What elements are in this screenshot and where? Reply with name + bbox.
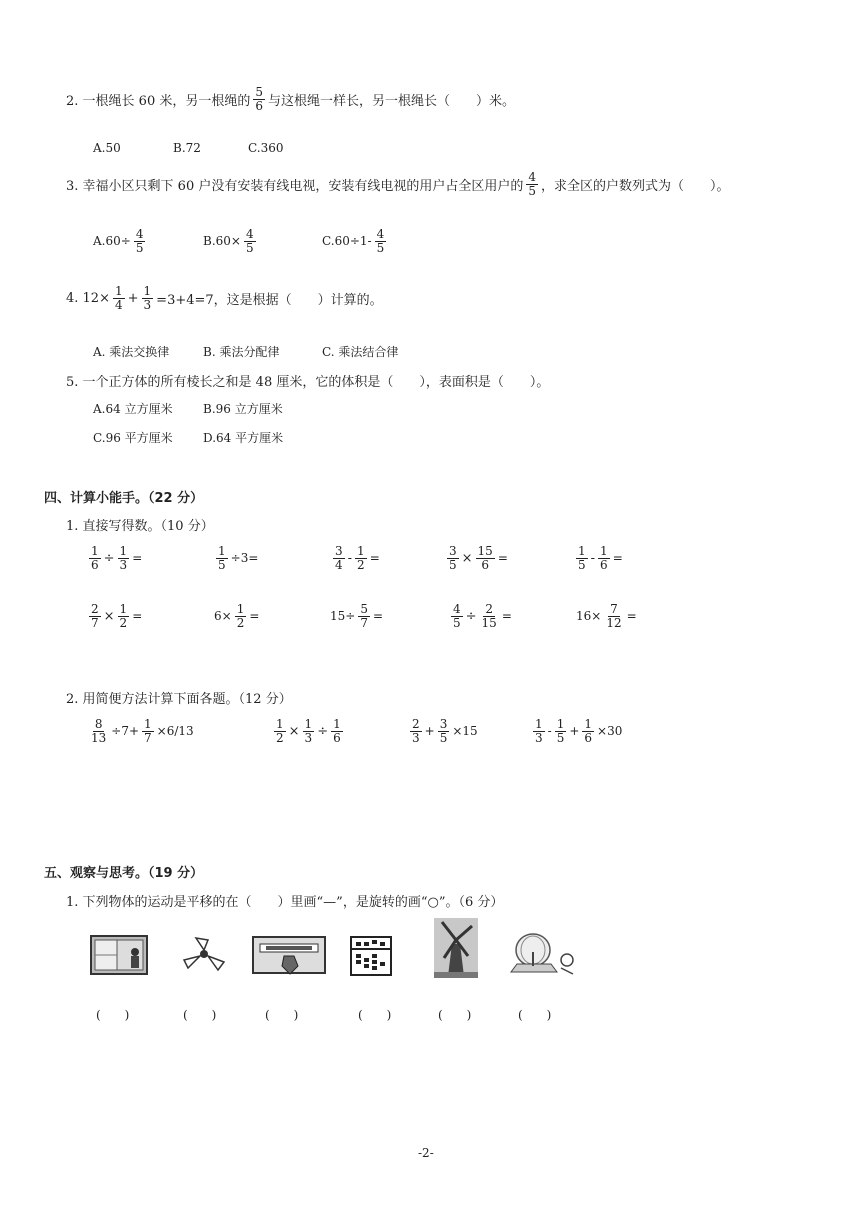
fraction (118, 545, 130, 571)
numerator: 4 (376, 227, 385, 241)
numerator: 1 (556, 717, 565, 731)
denominator: 3 (143, 297, 152, 312)
calc-10 (576, 603, 637, 629)
prefix: 16× (576, 609, 602, 624)
equals: = (497, 551, 508, 566)
denominator: 6 (255, 98, 263, 113)
q4-option-a: A. 乘法交换律 (93, 345, 170, 359)
numerator: 4 (453, 602, 461, 616)
equals: = (132, 551, 143, 566)
q3-option-a-text: A.60÷ (93, 234, 131, 249)
denominator: 3 (535, 730, 543, 745)
q3-option-b (203, 228, 259, 254)
prefix: 6× (214, 609, 232, 624)
calc-4 (444, 545, 508, 571)
q3-option-c-fraction (375, 228, 387, 254)
equals: = (132, 609, 143, 624)
denominator: 7 (144, 730, 152, 745)
section-5-title: 五、观察与思考。（19 分） (44, 866, 204, 881)
fraction (447, 545, 459, 571)
section-5-part-1: 1. 下列物体的运动是平移的在（ ）里画“—”，是旋转的画“○”。（6 分） (66, 895, 504, 910)
answer-blank-4[interactable]: ( ) (358, 1008, 392, 1022)
q3-option-a-fraction (134, 228, 146, 254)
q4-text-b: =3+4=7，这是根据（ ）计算的。 (156, 292, 383, 308)
q2-text-a: 2. 一根绳长 60 米，另一根绳的 (66, 93, 251, 109)
simplify-3 (407, 718, 478, 744)
numerator: 1 (119, 602, 128, 616)
numerator: 1 (357, 544, 365, 558)
numerator: 2 (91, 602, 99, 616)
calc-8 (330, 603, 383, 629)
tail: ×30 (597, 724, 623, 739)
fraction (331, 718, 343, 744)
operator: ÷7+ (111, 724, 140, 739)
operator: × (103, 608, 115, 624)
operator: + (424, 724, 435, 739)
abacus-icon (349, 936, 393, 976)
q5-option-d: D.64 平方厘米 (203, 431, 284, 445)
fraction (555, 718, 567, 744)
denominator: 2 (236, 615, 245, 630)
fraction (274, 718, 286, 744)
q4-fraction-2 (142, 285, 154, 311)
denominator: 7 (360, 615, 368, 630)
numerator: 1 (236, 602, 245, 616)
denominator: 2 (119, 615, 128, 630)
simplify-2 (271, 718, 346, 744)
denominator: 12 (606, 615, 622, 630)
fraction (604, 603, 623, 629)
q2-text-b: 与这根绳一样长，另一根绳长（ ）米。 (267, 93, 515, 109)
denominator: 4 (335, 557, 343, 572)
calc-5 (573, 545, 623, 571)
denominator: 2 (276, 730, 284, 745)
calc-7 (214, 603, 259, 629)
question-4 (66, 285, 383, 311)
denominator: 15 (481, 615, 497, 630)
numerator: 1 (144, 717, 152, 731)
q3-option-c (322, 228, 389, 254)
ceiling-fan-icon (178, 936, 230, 974)
equals: = (249, 609, 260, 624)
numerator: 1 (143, 284, 152, 298)
numerator: 1 (304, 717, 313, 731)
numerator: 1 (276, 717, 284, 731)
denominator: 5 (578, 557, 586, 572)
answer-blank-6[interactable]: ( ) (518, 1008, 552, 1022)
denominator: 3 (119, 557, 128, 572)
numerator: 1 (578, 544, 586, 558)
q5-option-a: A.64 立方厘米 (93, 402, 173, 416)
numerator: 1 (584, 717, 593, 731)
fraction (358, 603, 370, 629)
denominator: 13 (91, 730, 107, 745)
calc-2 (213, 545, 258, 571)
q3-option-c-text: C.60÷1- (322, 234, 372, 249)
question-3 (66, 171, 730, 197)
operator: - (547, 724, 552, 739)
numerator: 3 (439, 717, 448, 731)
answer-blank-1[interactable]: ( ) (96, 1008, 130, 1022)
denominator: 5 (453, 615, 461, 630)
denominator: 5 (135, 240, 144, 255)
denominator: 6 (481, 557, 489, 572)
equals: = (612, 551, 623, 566)
operator: × (461, 550, 473, 566)
q4-fraction-1 (113, 285, 125, 311)
fraction (142, 718, 154, 744)
answer-blank-3[interactable]: ( ) (265, 1008, 299, 1022)
globe-spin-icon (505, 932, 579, 978)
q2-option-b: B.72 (173, 141, 201, 155)
denominator: 5 (449, 557, 457, 572)
question-2 (66, 86, 515, 112)
q5-option-c: C.96 平方厘米 (93, 431, 173, 445)
q2-option-c: C.360 (248, 141, 284, 155)
numerator: 4 (245, 227, 254, 241)
q3-option-b-text: B.60× (203, 234, 241, 249)
numerator: 7 (610, 602, 618, 616)
q2-fraction (253, 86, 265, 112)
fraction (533, 718, 545, 744)
fraction (410, 718, 422, 744)
fraction (598, 545, 610, 571)
fraction (89, 545, 101, 571)
q4-option-c: C. 乘法结合律 (322, 345, 399, 359)
operator: × (288, 723, 300, 739)
drawer-pull-icon (252, 936, 326, 978)
calc-6 (86, 603, 142, 629)
q3-fraction (526, 171, 538, 197)
fraction (118, 603, 130, 629)
denominator: 5 (528, 183, 536, 198)
q3-option-a (93, 228, 148, 254)
numerator: 1 (114, 284, 123, 298)
denominator: 4 (114, 297, 123, 312)
denominator: 6 (91, 557, 99, 572)
denominator: 6 (584, 730, 593, 745)
denominator: 6 (333, 730, 341, 745)
operator: - (590, 550, 596, 566)
equals: = (626, 609, 637, 624)
page-number: -2- (418, 1146, 434, 1160)
fraction (89, 718, 108, 744)
numerator: 5 (360, 602, 368, 616)
denominator: 2 (357, 557, 365, 572)
operator: ÷ (103, 550, 115, 566)
numerator: 1 (218, 544, 226, 558)
fraction (235, 603, 247, 629)
q5-option-b: B.96 立方厘米 (203, 402, 283, 416)
numerator: 1 (600, 544, 608, 558)
equals: = (369, 551, 380, 566)
equals: = (501, 609, 512, 624)
operator: + (569, 724, 580, 739)
numerator: 3 (449, 544, 457, 558)
fraction (355, 545, 367, 571)
fraction (480, 603, 499, 629)
calc-9 (448, 603, 512, 629)
tail: ×6/13 (156, 724, 194, 739)
numerator: 15 (477, 544, 493, 558)
q3-text-b: ，求全区的户数列式为（ ）。 (540, 178, 730, 194)
q3-option-b-fraction (244, 228, 256, 254)
numerator: 2 (485, 602, 493, 616)
question-5: 5. 一个正方体的所有棱长之和是 48 厘米，它的体积是（ ），表面积是（ ）。 (66, 375, 550, 390)
numerator: 3 (335, 544, 343, 558)
numerator: 5 (255, 85, 263, 99)
calc-3 (330, 545, 380, 571)
denominator: 5 (439, 730, 448, 745)
q2-option-a: A.50 (93, 141, 121, 155)
q4-plus: + (127, 290, 139, 306)
fraction (576, 545, 588, 571)
numerator: 1 (535, 717, 543, 731)
fraction (451, 603, 463, 629)
sliding-window-icon (90, 934, 148, 976)
denominator: 3 (412, 730, 420, 745)
fraction (333, 545, 345, 571)
section-4-part-2: 2. 用简便方法计算下面各题。（12 分） (66, 692, 292, 707)
answer-blank-2[interactable]: ( ) (183, 1008, 217, 1022)
numerator: 8 (94, 717, 103, 731)
numerator: 4 (135, 227, 144, 241)
denominator: 5 (218, 557, 226, 572)
operator: ÷ (317, 723, 329, 739)
fraction (582, 718, 594, 744)
denominator: 6 (600, 557, 608, 572)
denominator: 7 (91, 615, 99, 630)
operator: ÷ (465, 608, 477, 624)
denominator: 5 (245, 240, 254, 255)
denominator: 5 (556, 730, 565, 745)
fraction (303, 718, 315, 744)
prefix: 15÷ (330, 609, 356, 624)
tail: ×15 (452, 724, 478, 739)
operator: - (347, 550, 353, 566)
q4-option-b: B. 乘法分配律 (203, 345, 280, 359)
fraction (476, 545, 495, 571)
numerator: 1 (119, 544, 128, 558)
section-4-part-1: 1. 直接写得数。（10 分） (66, 519, 214, 534)
denominator: 3 (304, 730, 313, 745)
numerator: 1 (91, 544, 99, 558)
windmill-icon (434, 918, 478, 978)
equals: = (372, 609, 384, 624)
calc-1 (86, 545, 142, 571)
fraction (89, 603, 101, 629)
simplify-1 (86, 718, 194, 744)
simplify-4 (530, 718, 622, 744)
answer-blank-5[interactable]: ( ) (438, 1008, 472, 1022)
fraction (216, 545, 228, 571)
q4-text-a: 4. 12× (66, 290, 110, 306)
tail: ÷3= (230, 551, 259, 566)
fraction (438, 718, 450, 744)
numerator: 1 (333, 717, 341, 731)
numerator: 4 (528, 170, 536, 184)
denominator: 5 (376, 240, 385, 255)
section-4-title: 四、计算小能手。（22 分） (44, 491, 204, 506)
q3-text-a: 3. 幸福小区只剩下 60 户没有安装有线电视，安装有线电视的用户占全区用户的 (66, 178, 524, 194)
numerator: 2 (412, 717, 420, 731)
